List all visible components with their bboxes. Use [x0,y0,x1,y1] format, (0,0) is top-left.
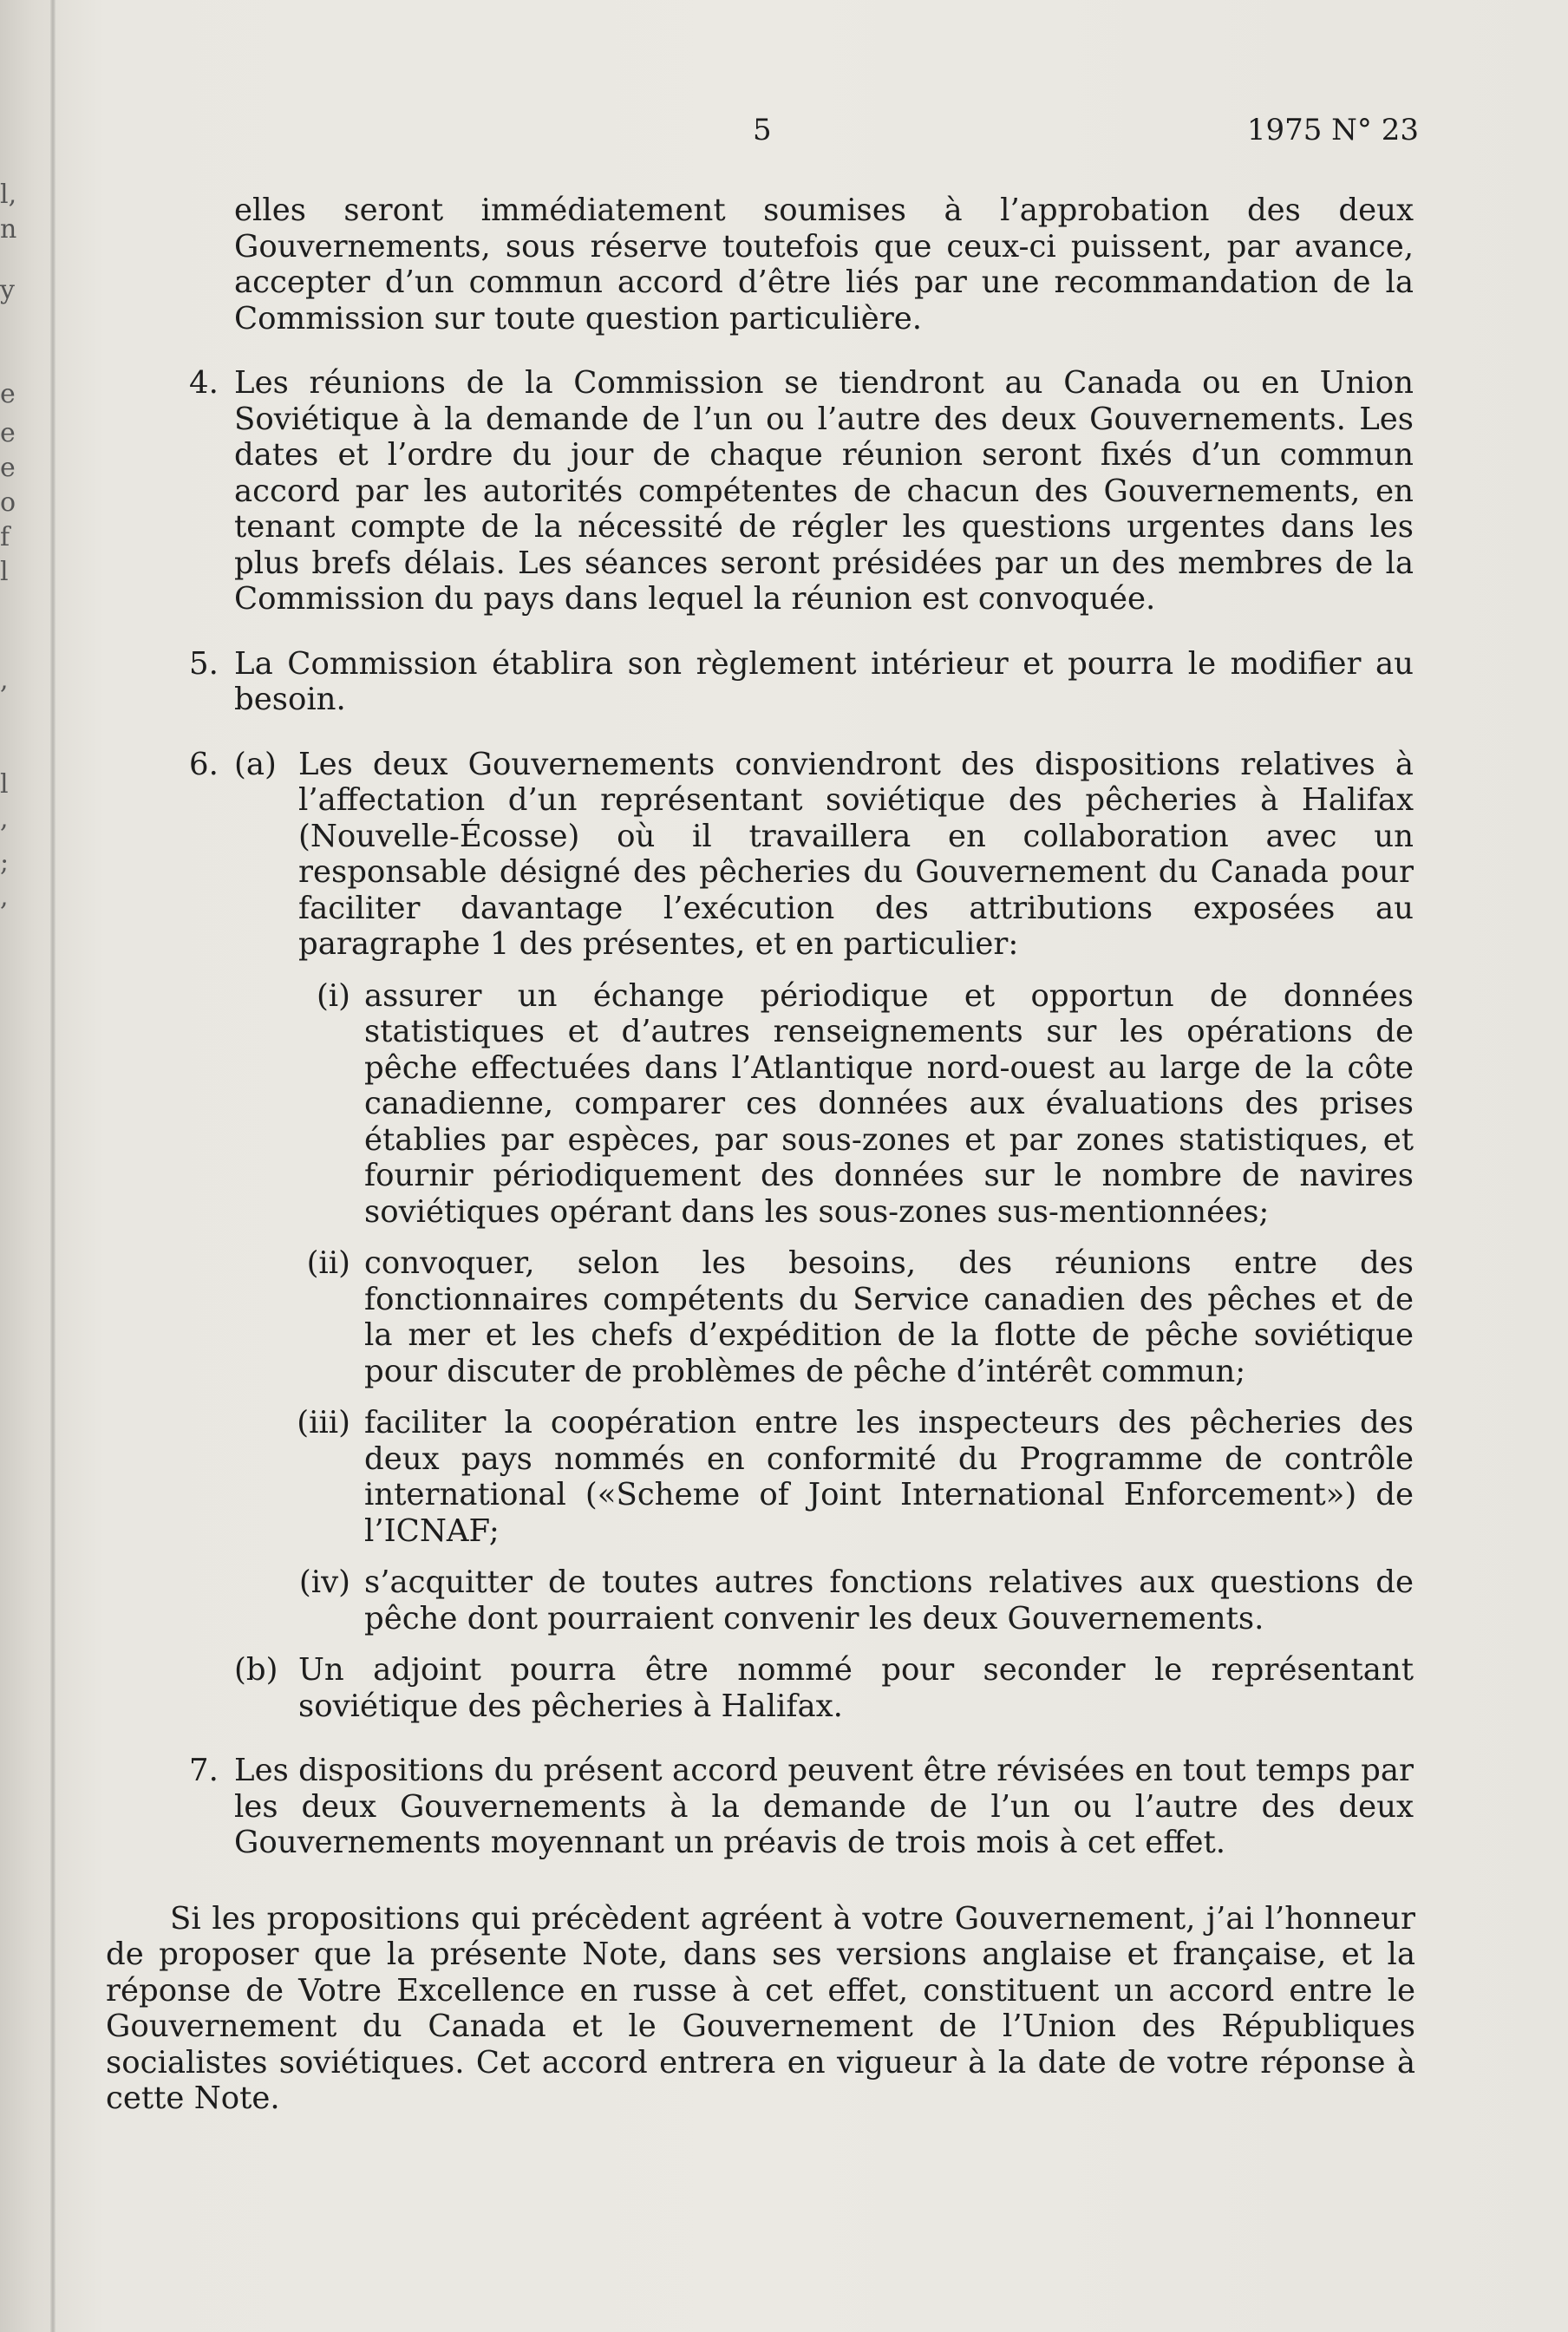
roman-label: (i) [316,977,350,1014]
item-text: Les dispositions du présent accord peuvent être révisées en tout temps par les deux Gouvernements à la demande de l’un ou l’autre des deux Gouvernements moyennant un préavis de trois mois à cet effet. [234,1753,1414,1860]
roman-item-iv [298,1564,1414,1636]
binding-fold [50,0,56,2332]
item-text: La Commission établira son règlement intérieur et pourra le modifier au besoin. [234,645,1414,717]
roman-item-i [316,977,1414,1231]
sub-item-a [234,746,1414,963]
roman-label: (iv) [298,1564,350,1600]
page-header [0,113,1568,156]
document-body [106,193,1415,2117]
item-text: Les réunions de la Commission se tiendront au Canada ou en Union Soviétique à la demande de l’un ou l’autre des deux Gouvernements. Les dates et l’ordre du jour de chaque réunion seront fixés d’un commun accord par les autorités compétentes de chacun des Gouvernements, en tenant compte de la nécessité de régler les questions urgentes dans les plus brefs délais. Les séances seront présidées par un des membres de la Commission du pays dans lequel la réunion est convoquée. [234,365,1414,617]
sub-item-label: (a) [234,746,277,782]
roman-text: faciliter la coopération entre les inspecteurs des pêcheries des deux pays nommés en conformité du Programme de contrôle international («Scheme of Joint International Enforcement») de l’ICNAF; [364,1405,1414,1549]
roman-item-iii [297,1405,1414,1549]
roman-item-ii [306,1245,1414,1389]
item-number: 7. [189,1753,219,1788]
roman-label: (iii) [297,1405,350,1440]
intro-paragraph: elles seront immédiatement soumises à l’approbation des deux Gouvernements, sous réserve toutefois que ceux-ci puissent, par avance, accepter d’un commun accord d’être liés par une recommandation de la Commission sur toute question particulière. [234,193,1414,336]
item-number: 6. [189,746,219,782]
sub-item-text: Un adjoint pourra être nommé pour seconder le représentant soviétique des pêcheries à Halifax. [298,1652,1414,1724]
closing-paragraph: Si les propositions qui précèdent agréent à votre Gouvernement, j’ai l’honneur de proposer que la présente Note, dans ses versions anglaise et française, et la réponse de Votre Excellence en russe à cet effet, constituent un accord entre le Gouvernement du Canada et le Gouvernement de l’Union des Républiques socialistes soviétiques. Cet accord entrera en vigueur à la date de votre réponse à cette Note. [106,1900,1415,2116]
item-number: 5. [189,645,219,682]
item-4 [189,365,1414,617]
item-7 [189,1753,1414,1861]
roman-label: (ii) [306,1245,350,1281]
series-reference: 1975 N° 23 [1246,113,1419,147]
sub-item-text: Les deux Gouvernements conviendront des dispositions relatives à l’affectation d’un représentant soviétique des pêcheries à Halifax (Nouvelle-Écosse) où il travaillera en collaboration avec un responsable désigné des pêcheries du Gouvernement du Canada pour faciliter davantage l’exécution des attributions exposées au paragraphe 1 des présentes, et en particulier: [298,746,1414,962]
roman-text: s’acquitter de toutes autres fonctions relatives aux questions de pêche dont pourraient convenir les deux Gouvernements. [364,1564,1414,1636]
sub-item-b [234,1652,1414,1724]
item-number: 4. [189,365,219,401]
roman-text: assurer un échange périodique et opportun de données statistiques et d’autres renseignements sur les opérations de pêche effectuées dans l’Atlantique nord-ouest au large de la côte canadienne, comparer ces données aux évaluations des prises établies par espèces, par sous-zones et par zones statistiques, et fournir périodiquement des données sur le nombre de navires soviétiques opérant dans les sous-zones sus-mentionnées; [364,977,1414,1230]
roman-text: convoquer, selon les besoins, des réunions entre des fonctionnaires compétents du Service canadien des pêches et de la mer et les chefs d’expédition de la flotte de pêche soviétique pour discuter de problèmes de pêche d’intérêt commun; [364,1245,1414,1389]
sub-item-label: (b) [234,1652,278,1688]
page-number: 5 [753,113,772,147]
item-5 [189,645,1414,718]
document-page: l, n y e e e o f l , l , ; , 5 1975 N° 23 elles seront immédiatement soumises à l’approbation des deux Gouvernements, sous réserve toutefois que ceux-ci puissent, par avance, accepter d’un commun accord d’être liés par une recommandation de la Commission sur toute question particulière. 4. Les réunions de la Commission se tiendront au Canada ou en Union Soviétique à la demande de l’un ou l’autre des deux Gouvernements. Les dates et l’ordre du jour de chaque réunion seront fixés d’un commun accord par les autorités compétentes de chacun des Gouvernements, en tenant compte de la nécessité de régler les questions urgentes dans les plus brefs délais. Les séances seront présidées par un des membres de la Commission du pays dans lequel la réunion est convoquée. 5. La Commission établira son règlement intérieur et pourra le modifier au besoin. 6. (a) Les deux Gouvernements conviendront des dispositions relatives à l’affectation d’un représentant soviétique des pêcheries à Halifax (Nouvelle-Écosse) où il travaillera en collaboration avec un responsable désigné des pêcheries du Gouvernement du Canada pour faciliter davantage l’exécution des attributions exposées au paragraphe 1 des présentes, et en particulier: (i) assurer un échange périodique et opportun de données statistiques et d’autres renseignements sur les opérations de pêche effectuées dans l’Atlantique nord-ouest au large de la côte canadienne, comparer ces données aux évaluations des prises établies par espèces, par sous-zones et par zones statistiques, et fournir périodiquement des données sur le nombre de navires soviétiques opérant dans les sous-zones sus-mentionnées; (ii) convoquer, selon les besoins, des réunions entre des fonctionnaires compétents du Service canadien des pêches et de la mer et les chefs d’expédition de la flotte de pêche soviétique pour discuter de problèmes de pêche d’intérêt commun; (iii) faciliter la coopération entre les inspecteurs des pêcheries des deux pays nommés en conformité du Programme de contrôle international («Scheme of Joint International Enforcement») de l’ICNAF; (iv) s’acquitter de toutes autres fonctions relatives aux questions de pêche dont pourraient convenir les deux Gouvernements. (b) Un adjoint pourra être nommé pour seconder le représentant soviétique des pêcheries à Halifax. 7. Les dispositions du présent accord peuvent être révisées en tout temps par les deux Gouvernements à la demande de l’un ou l’autre des deux Gouvernements moyennant un préavis de trois mois à cet effet. Si les propositions qui précèdent agréent à votre Gouvernement, j’ai l’honneur de proposer que la présente Note, dans ses versions anglaise et française, et la réponse de Votre Excellence en russe à cet effet, constituent un accord entre le Gouvernement du Canada et le Gouvernement de l’Union des Républiques socialistes soviétiques. Cet accord entrera en vigueur à la date de votre réponse à cette Note. [0,0,1568,2332]
item-6 [189,746,1414,1725]
